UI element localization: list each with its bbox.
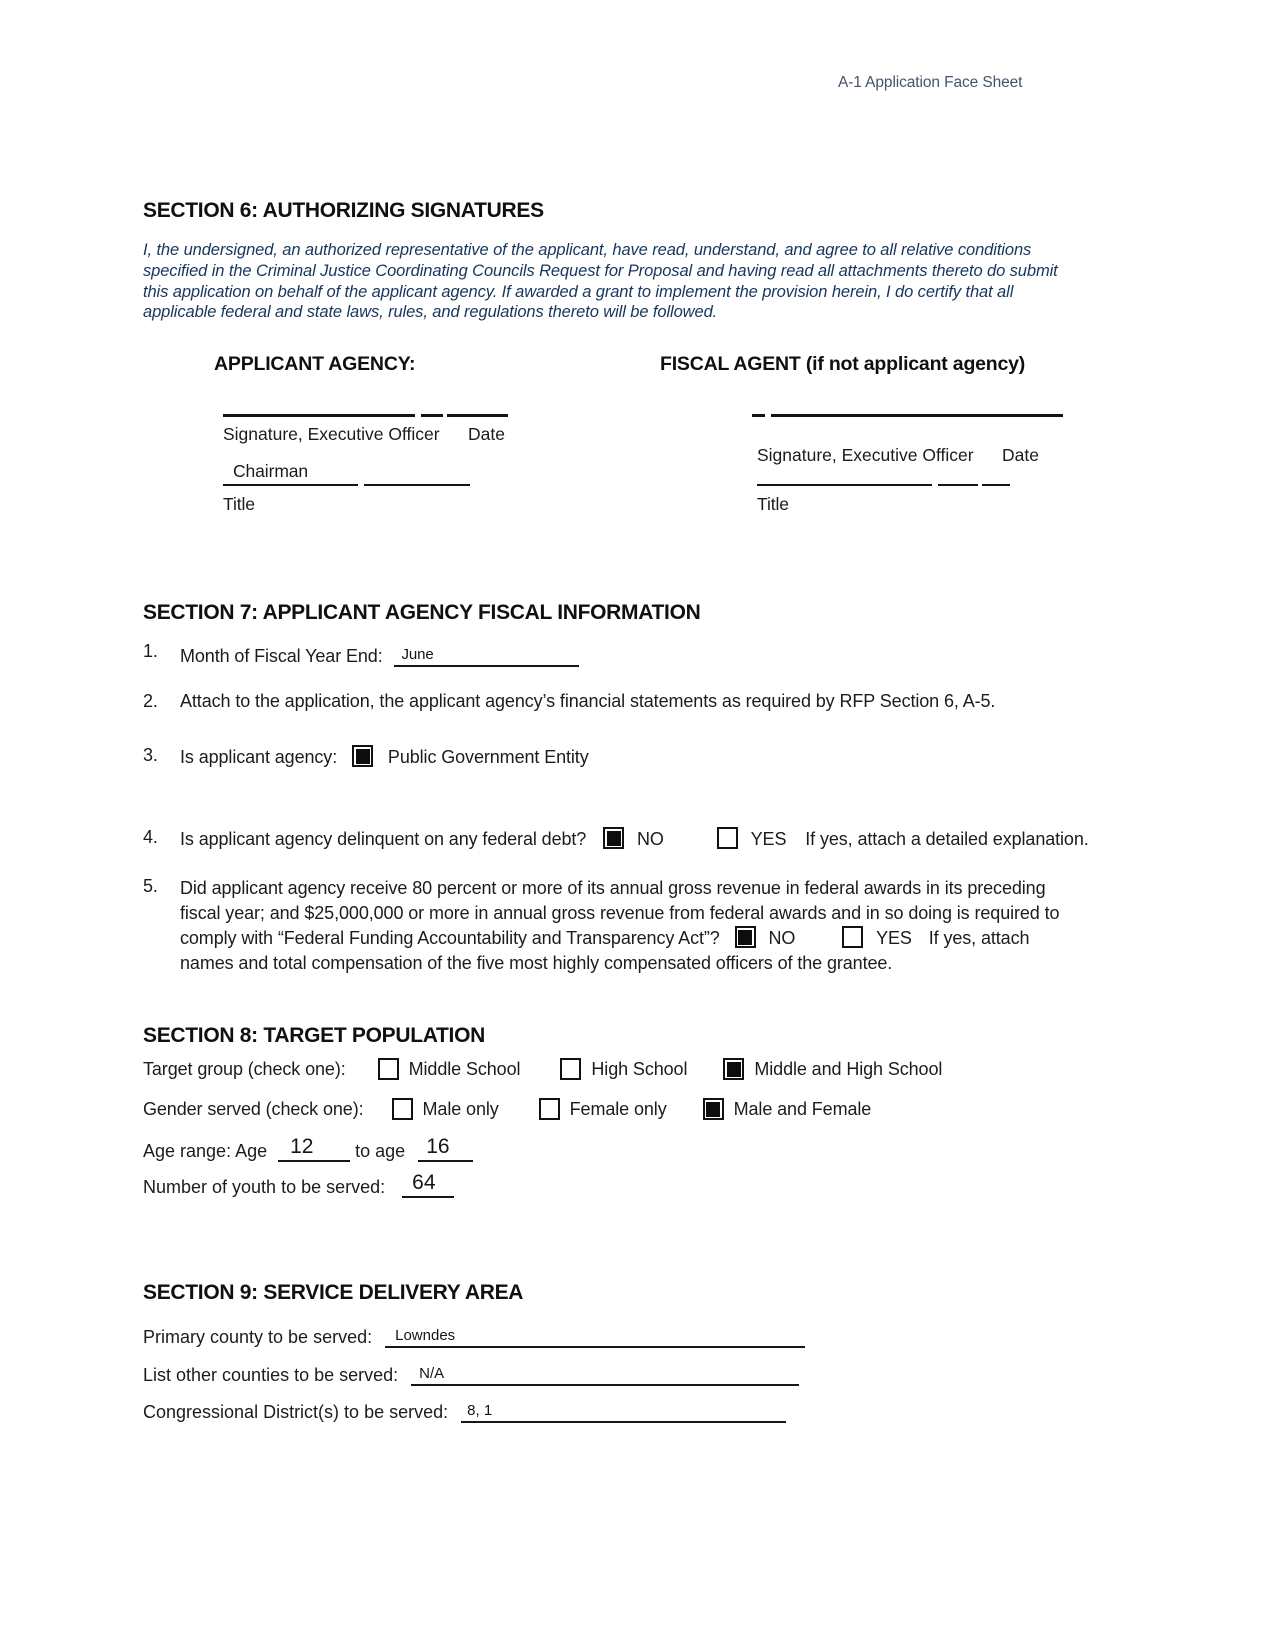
applicant-title-value[interactable]: Chairman (233, 461, 309, 481)
line-segment (938, 484, 978, 486)
age-from-field[interactable] (278, 1136, 350, 1162)
ffata-note: If yes, attach names and total compensation of the five most highly compensated officers of the grantee. (180, 928, 1030, 973)
line-segment (223, 414, 415, 417)
primary-county-row (143, 1322, 805, 1348)
ffata-no-label: NO (768, 928, 796, 948)
primary-county-label: Primary county to be served: (143, 1327, 373, 1347)
female-only-checkbox[interactable] (539, 1098, 560, 1120)
federal-debt-item (143, 827, 1089, 850)
federal-debt-note: If yes, attach a detailed explanation. (805, 829, 1089, 849)
public-government-entity-checkbox[interactable] (352, 745, 373, 767)
high-school-checkbox[interactable] (560, 1058, 581, 1080)
agency-type-label: Is applicant agency: (180, 747, 338, 767)
applicant-agency-column-heading: APPLICANT AGENCY: (214, 353, 416, 375)
fiscal-year-end-label: Month of Fiscal Year End: (180, 646, 383, 666)
age-from-value[interactable]: 12 (290, 1135, 314, 1158)
ffata-question-text: Did applicant agency receive 80 percent or more of its annual gross revenue in federal awards in its preceding fiscal year; and $25,000,000 or more in annual gross revenue from federal awards and in so doing is required to comply with “Federal Funding Accountability and Transparency Act”? (180, 878, 1060, 948)
federal-debt-no-checkbox[interactable] (603, 827, 624, 849)
signature-label: Signature, Executive Officer (757, 445, 974, 465)
ffata-yes-label: YES (876, 928, 912, 948)
federal-debt-yes-label: YES (750, 829, 787, 849)
congressional-districts-row (143, 1397, 786, 1423)
item-number: 3. (143, 745, 158, 765)
age-range-middle-label: to age (355, 1141, 406, 1161)
middle-school-label: Middle School (408, 1058, 521, 1079)
public-government-entity-label: Public Government Entity (387, 747, 589, 767)
primary-county-field[interactable] (385, 1322, 805, 1348)
date-label: Date (1002, 445, 1039, 465)
other-counties-label: List other counties to be served: (143, 1365, 399, 1385)
fiscal-title-line (757, 484, 1010, 486)
ffata-yes-checkbox[interactable] (842, 926, 863, 948)
item-number: 2. (143, 691, 158, 711)
line-segment (771, 414, 1063, 417)
male-and-female-checkbox[interactable] (703, 1098, 724, 1120)
middle-school-checkbox[interactable] (378, 1058, 399, 1080)
other-counties-field[interactable] (411, 1360, 799, 1386)
applicant-title-label: Title (223, 494, 255, 514)
federal-debt-no-label: NO (637, 829, 664, 849)
signature-label: Signature, Executive Officer (223, 424, 440, 444)
fiscal-title-label: Title (757, 494, 789, 514)
gender-served-label: Gender served (check one): (143, 1098, 364, 1119)
high-school-label: High School (591, 1058, 688, 1079)
other-counties-row (143, 1360, 799, 1386)
line-segment (447, 414, 508, 417)
female-only-label: Female only (569, 1098, 667, 1119)
congressional-districts-label: Congressional District(s) to be served: (143, 1402, 449, 1422)
section6-heading: SECTION 6: AUTHORIZING SIGNATURES (143, 199, 544, 222)
male-only-label: Male only (422, 1098, 499, 1119)
financial-statements-item (143, 691, 995, 712)
section6-affirmation-text: I, the undersigned, an authorized representative of the applicant, have read, understand, and agree to all relative conditions specified in the Criminal Justice Coordinating Councils Request for Proposal and having read all attachments thereto do submit this application on behalf of the applicant agency. If awarded a grant to implement the provision herein, I do certify that all applicable federal and state laws, rules, and regulations thereto will be followed. (143, 241, 1058, 322)
middle-and-high-school-checkbox[interactable] (723, 1058, 744, 1080)
line-segment (364, 484, 470, 486)
item-number: 5. (143, 876, 158, 896)
other-counties-value[interactable]: N/A (419, 1365, 445, 1382)
section7-heading: SECTION 7: APPLICANT AGENCY FISCAL INFORMATION (143, 601, 701, 624)
section9-heading: SECTION 9: SERVICE DELIVERY AREA (143, 1281, 524, 1304)
age-range-prefix-label: Age range: Age (143, 1141, 268, 1161)
financial-statements-text: Attach to the application, the applicant agency’s financial statements as required by RFP Section 6, A-5. (180, 691, 996, 711)
youth-count-label: Number of youth to be served: (143, 1177, 386, 1197)
fiscal-agent-column-heading: FISCAL AGENT (if not applicant agency) (660, 353, 1026, 375)
document-header-label: A-1 Application Face Sheet (838, 74, 1023, 91)
applicant-signature-caption-row (223, 424, 523, 445)
applicant-signature-line[interactable] (223, 414, 518, 417)
section8-heading: SECTION 8: TARGET POPULATION (143, 1024, 485, 1047)
ffata-no-checkbox[interactable] (735, 926, 756, 948)
federal-debt-question-label: Is applicant agency delinquent on any federal debt? (180, 829, 587, 849)
line-segment (752, 414, 765, 417)
line-segment (982, 484, 1010, 486)
male-only-checkbox[interactable] (392, 1098, 413, 1120)
middle-and-high-school-label: Middle and High School (754, 1058, 943, 1079)
ffata-item (143, 876, 1080, 976)
agency-type-item (143, 745, 589, 768)
target-group-row (143, 1058, 942, 1080)
applicant-title-line (223, 484, 470, 486)
fiscal-year-end-item (143, 641, 579, 667)
age-range-row (143, 1136, 473, 1162)
primary-county-value[interactable]: Lowndes (395, 1327, 456, 1344)
fiscal-year-end-field[interactable] (394, 641, 579, 667)
federal-debt-yes-checkbox[interactable] (717, 827, 738, 849)
gender-served-row (143, 1098, 871, 1120)
youth-count-value[interactable]: 64 (412, 1171, 436, 1194)
youth-count-field[interactable] (402, 1172, 454, 1198)
male-and-female-label: Male and Female (733, 1098, 872, 1119)
item-number: 4. (143, 827, 158, 847)
date-label: Date (468, 424, 505, 444)
item-number: 1. (143, 641, 158, 661)
congressional-districts-field[interactable] (461, 1397, 786, 1423)
youth-count-row (143, 1172, 454, 1198)
fiscal-signature-line[interactable] (752, 414, 1063, 417)
fiscal-year-end-value[interactable]: June (401, 646, 434, 663)
line-segment (223, 484, 358, 486)
congressional-districts-value[interactable]: 8, 1 (467, 1402, 493, 1419)
line-segment (421, 414, 443, 417)
age-to-field[interactable] (418, 1136, 473, 1162)
fiscal-title-field[interactable] (757, 456, 1010, 486)
applicant-title-field[interactable] (223, 456, 470, 486)
age-to-value[interactable]: 16 (426, 1135, 450, 1158)
target-group-label: Target group (check one): (143, 1058, 346, 1079)
line-segment (757, 484, 932, 486)
